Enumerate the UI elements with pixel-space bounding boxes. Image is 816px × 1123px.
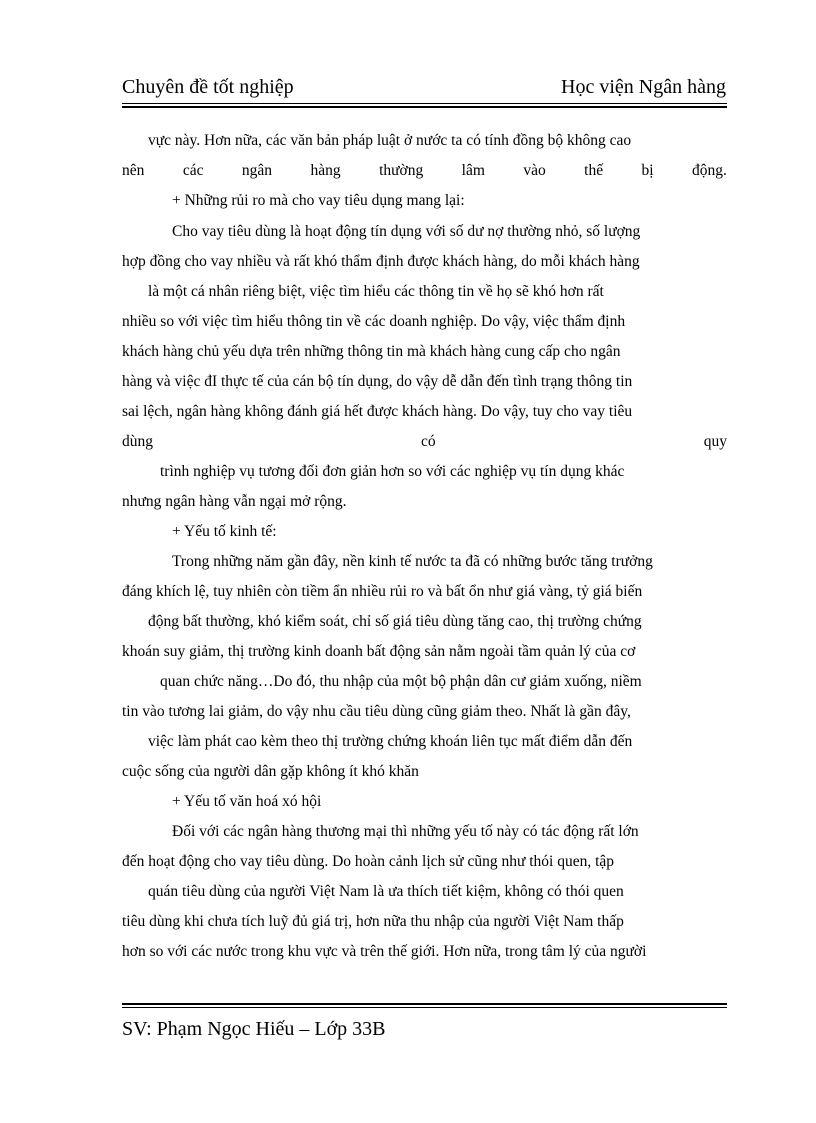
text-line-17: động bất thường, khó kiểm soát, chỉ số giá tiêu dùng tăng cao, thị trường chứng bbox=[148, 613, 642, 630]
text-line-9: hàng và việc đI thực tế của cán bộ tín dụng, do vậy dễ dẫn đến tình trạng thông tin bbox=[122, 373, 633, 390]
text-line-5: hợp đồng cho vay nhiều và rất khó thẩm định được khách hàng, do mỗi khách hàng bbox=[122, 253, 640, 270]
text-line-26: quán tiêu dùng của người Việt Nam là ưa thích tiết kiệm, không có thói quen bbox=[148, 883, 624, 900]
header-rule-thick bbox=[122, 106, 727, 108]
header-rule-thin bbox=[122, 103, 727, 104]
text-line-7: nhiều so với việc tìm hiểu thông tin về các doanh nghiệp. Do vậy, việc thẩm định bbox=[122, 313, 626, 330]
word: lâm bbox=[461, 162, 485, 179]
text-line-8: khách hàng chủ yếu dựa trên những thông tin mà khách hàng cung cấp cho ngân bbox=[122, 343, 621, 360]
header-left-title: Chuyên đề tốt nghiệp bbox=[122, 76, 294, 98]
word: dùng bbox=[122, 433, 153, 450]
text-line-19: quan chức năng…Do đó, thu nhập của một bộ phận dân cư giảm xuống, niềm bbox=[160, 673, 642, 690]
page-footer: SV: Phạm Ngọc Hiếu – Lớp 33B bbox=[122, 1018, 386, 1040]
text-line-18: khoán suy giảm, thị trường kinh doanh bất động sản nằm ngoài tầm quản lý của cơ bbox=[122, 643, 636, 660]
text-line-4: Cho vay tiêu dùng là hoạt động tín dụng với số dư nợ thường nhỏ, số lượng bbox=[172, 223, 641, 240]
section-heading-culture: + Yếu tố văn hoá xó hội bbox=[172, 793, 322, 810]
text-line-2-justified bbox=[122, 162, 727, 180]
text-line-11-justified bbox=[122, 433, 727, 451]
text-line-16: đáng khích lệ, tuy nhiên còn tiềm ẩn nhiều rủi ro và bất ổn như giá vàng, tỷ giá biến bbox=[122, 583, 643, 600]
word: quy bbox=[703, 433, 727, 450]
text-line-20: tin vào tương lai giảm, do vậy nhu cầu tiêu dùng cũng giảm theo. Nhất là gần đây, bbox=[122, 703, 631, 720]
text-line-27: tiêu dùng khi chưa tích luỹ đủ giá trị, hơn nữa thu nhập của người Việt Nam thấp bbox=[122, 913, 624, 930]
text-line-12: trình nghiệp vụ tương đối đơn giản hơn so với các nghiệp vụ tín dụng khác bbox=[160, 463, 625, 480]
word: nên bbox=[122, 162, 145, 179]
text-line-10: sai lệch, ngân hàng không đánh giá hết được khách hàng. Do vậy, tuy cho vay tiêu bbox=[122, 403, 633, 420]
header-right-title: Học viện Ngân hàng bbox=[561, 76, 726, 98]
text-line-25: đến hoạt động cho vay tiêu dùng. Do hoàn cảnh lịch sử cũng như thói quen, tập bbox=[122, 853, 615, 870]
word: thế bbox=[584, 162, 604, 179]
text-line-28: hơn so với các nước trong khu vực và trên thế giới. Hơn nữa, trong tâm lý của người bbox=[122, 943, 647, 960]
word: hàng bbox=[310, 162, 341, 179]
text-line-15: Trong những năm gần đây, nền kinh tế nước ta đã có những bước tăng trưởng bbox=[172, 553, 653, 570]
word: động. bbox=[692, 162, 727, 179]
page-header bbox=[122, 76, 726, 99]
section-heading-economy: + Yếu tố kinh tế: bbox=[172, 523, 277, 540]
text-line-6: là một cá nhân riêng biệt, việc tìm hiểu các thông tin về họ sẽ khó hơn rất bbox=[148, 283, 604, 300]
footer-rule-thin bbox=[122, 1007, 727, 1008]
word: vào bbox=[523, 162, 546, 179]
word: ngân bbox=[241, 162, 273, 179]
text-line-13: nhưng ngân hàng vẫn ngại mở rộng. bbox=[122, 493, 347, 510]
section-heading-risks: + Những rủi ro mà cho vay tiêu dụng mang lại: bbox=[172, 192, 465, 209]
text-line-1: vực này. Hơn nữa, các văn bản pháp luật ở nước ta có tính đồng bộ không cao bbox=[148, 132, 632, 149]
text-line-21: việc làm phát cao kèm theo thị trường chứng khoán liên tục mất điểm dẫn đến bbox=[148, 733, 633, 750]
text-line-24: Đối với các ngân hàng thương mại thì những yếu tố này có tác động rất lớn bbox=[172, 823, 639, 840]
word: thường bbox=[379, 162, 424, 179]
word: có bbox=[421, 433, 436, 450]
word: các bbox=[182, 162, 204, 179]
word: bị bbox=[641, 162, 654, 179]
text-line-22: cuộc sống của người dân gặp không ít khó khăn bbox=[122, 763, 419, 780]
footer-rule-thick bbox=[122, 1003, 727, 1005]
